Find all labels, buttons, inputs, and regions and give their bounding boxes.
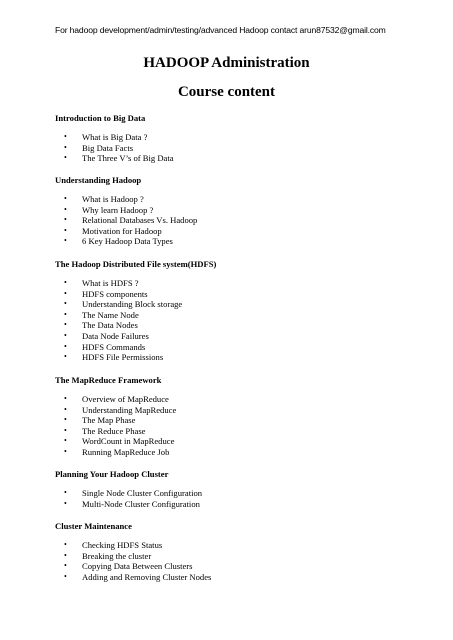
bullet-icon: • bbox=[64, 142, 67, 152]
section-heading: The Hadoop Distributed File system(HDFS) bbox=[55, 259, 217, 269]
section-heading: Planning Your Hadoop Cluster bbox=[55, 469, 169, 479]
section-understanding-hadoop: Understanding Hadoop • What is Hadoop ? • Why learn Hadoop ? • Relational Databases Vs. Hadoop • Motivation for Hadoop • 6 Key Hadoop Data Types bbox=[55, 174, 415, 186]
bullet-icon: • bbox=[64, 436, 67, 446]
bullet-icon: • bbox=[64, 225, 67, 235]
bullet-icon: • bbox=[64, 425, 67, 435]
bullet-icon: • bbox=[64, 571, 67, 581]
bullet-icon: • bbox=[64, 404, 67, 414]
bullet-icon: • bbox=[64, 352, 67, 362]
bullet-icon: • bbox=[64, 194, 67, 203]
bullet-icon: • bbox=[64, 278, 67, 287]
bullet-icon: • bbox=[64, 299, 67, 309]
bullet-icon: • bbox=[64, 288, 67, 298]
contact-header-note: For hadoop development/admin/testing/advanced Hadoop contact arun87532@gmail.com bbox=[55, 25, 386, 35]
bullet-icon: • bbox=[64, 488, 67, 497]
bullet-icon: • bbox=[64, 341, 67, 351]
bullet-icon: • bbox=[64, 309, 67, 319]
section-planning-hadoop-cluster: Planning Your Hadoop Cluster • Single Node Cluster Configuration • Multi-Node Cluster Configuration bbox=[55, 468, 415, 480]
bullet-icon: • bbox=[64, 153, 67, 163]
bullet-icon: • bbox=[64, 132, 67, 141]
bullet-icon: • bbox=[64, 330, 67, 340]
section-mapreduce-framework: The MapReduce Framework • Overview of MapReduce • Understanding MapReduce • The Map Phase • The Reduce Phase • WordCount in MapReduce • Running MapReduce Job bbox=[55, 374, 415, 386]
section-heading: The MapReduce Framework bbox=[55, 375, 162, 385]
document-title: HADOOP Administration bbox=[143, 55, 310, 71]
bullet-icon: • bbox=[64, 204, 67, 214]
bullet-icon: • bbox=[64, 320, 67, 330]
section-heading: Cluster Maintenance bbox=[55, 521, 132, 531]
bullet-icon: • bbox=[64, 215, 67, 225]
bullet-icon: • bbox=[64, 394, 67, 403]
section-heading: Introduction to Big Data bbox=[55, 113, 146, 123]
bullet-icon: • bbox=[64, 446, 67, 456]
bullet-icon: • bbox=[64, 236, 67, 246]
bullet-icon: • bbox=[64, 561, 67, 571]
section-cluster-maintenance: Cluster Maintenance • Checking HDFS Status • Breaking the cluster • Copying Data Between Clusters • Adding and Removing Cluster Nodes bbox=[55, 520, 415, 532]
section-introduction-to-big-data: Introduction to Big Data • What is Big Data ? • Big Data Facts • The Three V’s of Big Data bbox=[55, 112, 415, 124]
bullet-icon: • bbox=[64, 415, 67, 425]
bullet-icon: • bbox=[64, 498, 67, 508]
section-heading: Understanding Hadoop bbox=[55, 175, 142, 185]
bullet-icon: • bbox=[64, 550, 67, 560]
bullet-icon: • bbox=[64, 540, 67, 549]
section-hdfs: The Hadoop Distributed File system(HDFS) • What is HDFS ? • HDFS components • Understanding Block storage • The Name Node • The Data Nodes • Data Node Failures • HDFS Commands • HDFS File Permissions bbox=[55, 258, 415, 270]
document-subtitle: Course content bbox=[177, 84, 276, 100]
